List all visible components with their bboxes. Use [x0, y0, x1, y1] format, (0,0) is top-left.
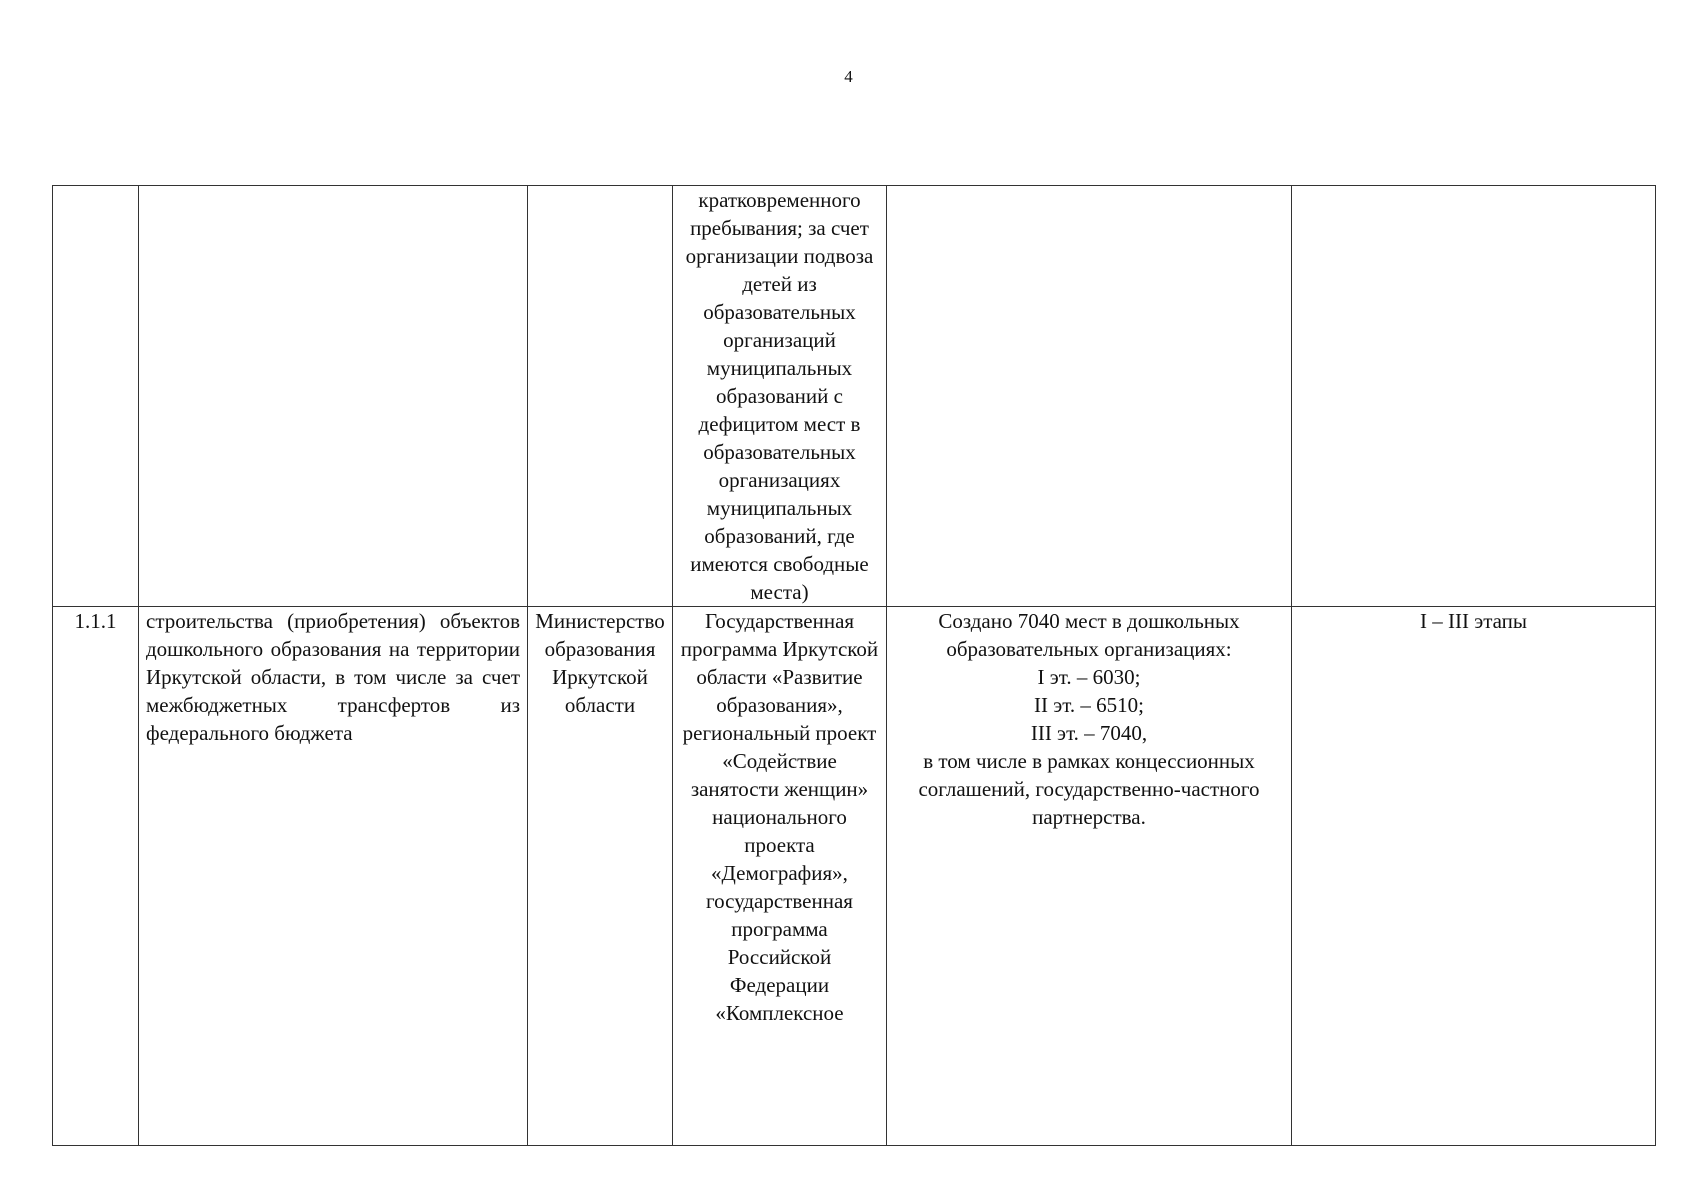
cell-result: Создано 7040 мест в дошкольных образовательных организациях: I эт. – 6030; II эт. – 6510; III эт. – 7040, в том числе в рамках концессионных соглашений, государственно-частного партнерства.	[887, 607, 1292, 1146]
cell-source: Государственная программа Иркутской области «Развитие образования», региональный проект «Содействие занятости женщин» национального проекта «Демография», государственная программа Российской Федерации «Комплексное	[673, 607, 887, 1146]
page-number: 4	[844, 67, 853, 86]
cell-executor	[528, 186, 673, 607]
cell-executor: Министерство образования Иркутской области	[528, 607, 673, 1146]
cell-source: кратковременного пребывания; за счет организации подвоза детей из образовательных организаций муниципальных образований с дефицитом мест в образовательных организациях муниципальных образований, где имеются свободные места)	[673, 186, 887, 607]
cell-result	[887, 186, 1292, 607]
cell-measure	[139, 186, 528, 607]
cell-period	[1292, 186, 1656, 607]
cell-number: 1.1.1	[53, 607, 139, 1146]
table-row-1-1-1	[53, 607, 1656, 1146]
cell-period: I – III этапы	[1292, 607, 1656, 1146]
table-row-continuation	[53, 186, 1656, 607]
measures-table	[52, 185, 1656, 1146]
cell-number	[53, 186, 139, 607]
cell-measure: строительства (приобретения) объектов дошкольного образования на территории Иркутской области, в том числе за счет межбюджетных трансфертов из федерального бюджета	[139, 607, 528, 1146]
